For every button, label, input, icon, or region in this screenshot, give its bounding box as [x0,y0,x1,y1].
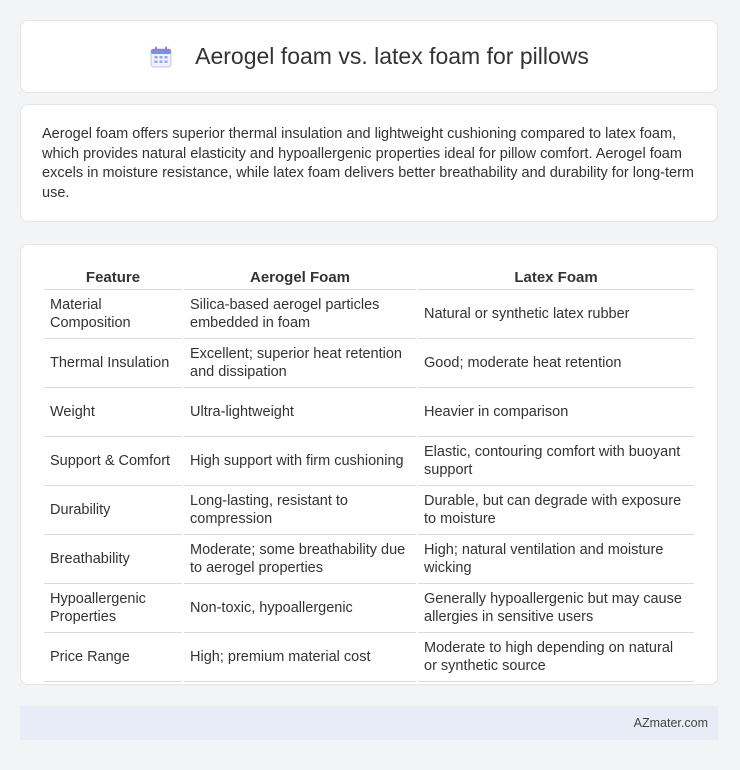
table-row [44,388,694,437]
cell-aerogel: Long-lasting, resistant to compression [184,486,416,535]
cell-feature: Durability [44,486,182,535]
cell-feature: Breathability [44,535,182,584]
cell-latex: Durable, but can degrade with exposure to moisture [418,486,694,535]
table-row [44,290,694,339]
cell-feature: Thermal Insulation [44,339,182,388]
cell-latex: Moderate to high depending on natural or synthetic source [418,633,694,682]
cell-latex: Natural or synthetic latex rubber [418,290,694,339]
calendar-icon [149,45,173,69]
header-aerogel-foam: Aerogel Foam [184,263,416,290]
footer-brand[interactable]: AZmater.com [633,716,708,730]
cell-aerogel: High support with firm cushioning [184,437,416,486]
title-card [20,20,718,93]
comparison-table-card [20,244,718,685]
header-feature: Feature [44,263,182,290]
page-title: Aerogel foam vs. latex foam for pillows [195,43,589,69]
cell-latex: Generally hypoallergenic but may cause allergies in sensitive users [418,584,694,633]
table-row [44,584,694,633]
cell-aerogel: High; premium material cost [184,633,416,682]
table-header-row [44,263,694,290]
cell-aerogel: Non-toxic, hypoallergenic [184,584,416,633]
cell-feature: Hypoallergenic Properties [44,584,182,633]
table-row [44,486,694,535]
summary-card [20,104,718,222]
cell-latex: Elastic, contouring comfort with buoyant support [418,437,694,486]
cell-aerogel: Ultra-lightweight [184,388,416,437]
table-row [44,437,694,486]
cell-latex: Good; moderate heat retention [418,339,694,388]
cell-aerogel: Silica-based aerogel particles embedded in foam [184,290,416,339]
cell-feature: Material Composition [44,290,182,339]
comparison-table [42,263,696,682]
footer [20,706,718,740]
cell-latex: Heavier in comparison [418,388,694,437]
cell-feature: Weight [44,388,182,437]
summary-text: Aerogel foam offers superior thermal insulation and lightweight cushioning compared to latex foam, which provides natural elasticity and hypoallergenic properties ideal for pillow comfort. Aerogel foam excels in moisture resistance, while latex foam delivers better breathability and durability for long-term use. [42,126,694,201]
table-row [44,535,694,584]
cell-latex: High; natural ventilation and moisture wicking [418,535,694,584]
cell-aerogel: Moderate; some breathability due to aerogel properties [184,535,416,584]
cell-feature: Price Range [44,633,182,682]
header-latex-foam: Latex Foam [418,263,694,290]
table-row [44,339,694,388]
table-row [44,633,694,682]
cell-aerogel: Excellent; superior heat retention and dissipation [184,339,416,388]
cell-feature: Support & Comfort [44,437,182,486]
